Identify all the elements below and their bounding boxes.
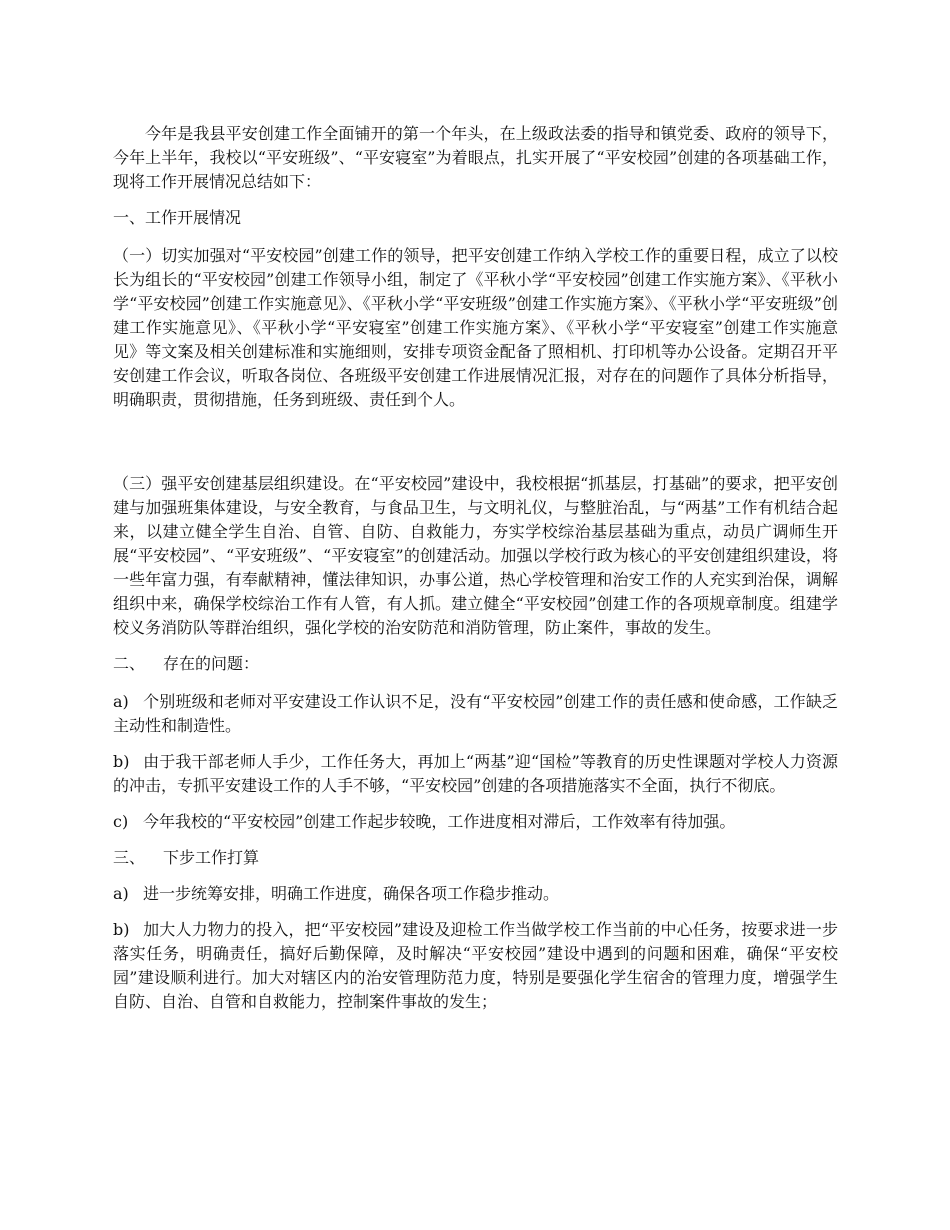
section-2-item-a	[113, 690, 838, 738]
item-marker: b)	[113, 752, 130, 771]
intro-paragraph: 今年是我县平安创建工作全面铺开的第一个年头，在上级政法委的指导和镇党委、政府的领导下，今年上半年，我校以“平安班级”、“平安寝室”为着眼点，扎实开展了“平安校园”创建的各项基础工作，现将工作开展情况总结如下：	[113, 124, 838, 191]
section-2-item-b	[113, 750, 838, 798]
item-text: 个别班级和老师对平安建设工作认识不足，没有“平安校园”创建工作的责任感和使命感，工作缺乏主动性和制造性。	[113, 692, 838, 735]
document-page	[113, 122, 838, 1014]
section-3-item-a	[113, 882, 838, 906]
section-2-title: 存在的问题：	[163, 654, 260, 673]
section-3-heading	[113, 846, 838, 870]
item-marker: b)	[113, 920, 130, 939]
section-1-paragraph-3: （三）强平安创建基层组织建设。在“平安校园”建设中，我校根据“抓基层，打基础”的要求，把平安创建与加强班集体建设，与安全教育，与食品卫生，与文明礼仪，与整脏治乱，与“两基”工作有机结合起来，以建立健全学生自治、自管、自防、自救能力，夯实学校综治基层基础为重点，动员广调师生开展“平安校园”、“平安班级”、“平安寝室”的创建活动。加强以学校行政为核心的平安创建组织建设，将一些年富力强，有奉献精神，懂法律知识，办事公道，热心学校管理和治安工作的人充实到治保，调解组织中来，确保学校综治工作有人管，有人抓。建立健全“平安校园”创建工作的各项规章制度。组建学校义务消防队等群治组织，强化学校的治安防范和消防管理，防止案件，事故的发生。	[113, 474, 838, 637]
section-1-heading: 一、工作开展情况	[113, 208, 242, 227]
section-3-item-b	[113, 918, 838, 1014]
item-text: 由于我干部老师人手少，工作任务大，再加上“两基”迎“国检”等教育的历史性课题对学校人力资源的冲击，专抓平安建设工作的人手不够，“平安校园”创建的各项措施落实不全面，执行不彻底。	[113, 752, 838, 795]
item-marker: a)	[113, 692, 129, 711]
item-text: 今年我校的“平安校园”创建工作起步较晚，工作进度相对滞后，工作效率有待加强。	[143, 812, 736, 831]
section-3-title: 下步工作打算	[163, 848, 260, 867]
section-3-number: 三、	[113, 848, 146, 867]
item-marker: a)	[113, 884, 129, 903]
item-text: 加大人力物力的投入，把“平安校园”建设及迎检工作当做学校工作当前的中心任务，按要求进一步落实任务，明确责任，搞好后勤保障，及时解决“平安校园”建设中遇到的问题和困难，确保“平安校园”建设顺利进行。加大对辖区内的治安管理防范力度，特别是要强化学生宿舍的管理力度，增强学生自防、自治、自管和自救能力，控制案件事故的发生；	[113, 920, 838, 1011]
section-2-number: 二、	[113, 654, 146, 673]
section-1-paragraph-1: （一）切实加强对“平安校园”创建工作的领导，把平安创建工作纳入学校工作的重要日程，成立了以校长为组长的“平安校园”创建工作领导小组，制定了《平秋小学“平安校园”创建工作实施方案》、《平秋小学“平安校园”创建工作实施意见》、《平秋小学“平安班级”创建工作实施方案》、《平秋小学“平安班级”创建工作实施意见》、《平秋小学“平安寝室”创建工作实施方案》、《平秋小学“平安寝室”创建工作实施意见》等文案及相关创建标准和实施细则，安排专项资金配备了照相机、打印机等办公设备。定期召开平安创建工作会议，听取各岗位、各班级平安创建工作进展情况汇报，对存在的问题作了具体分析指导，明确职责，贯彻措施，任务到班级、责任到个人。	[113, 246, 838, 409]
section-2-heading	[113, 652, 838, 676]
item-text: 进一步统筹安排，明确工作进度，确保各项工作稳步推动。	[143, 884, 560, 903]
item-marker: c)	[113, 812, 129, 831]
section-2-item-c	[113, 810, 838, 834]
